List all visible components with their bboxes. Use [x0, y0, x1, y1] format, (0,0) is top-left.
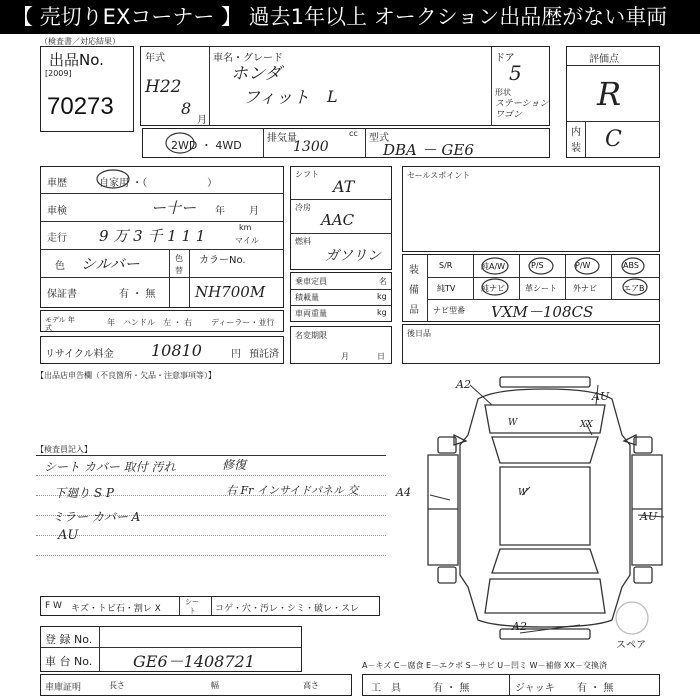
history-box [40, 166, 284, 308]
change-box [290, 326, 392, 364]
spare-label: スペア [616, 640, 646, 651]
legend-codes: A－キズ C－腐食 E－エクボ S－サビ U－凹ミ W－補修 XX－交換済 [362, 661, 608, 670]
warranty-value: 有 ・ 無 [119, 289, 156, 300]
lot-box [40, 46, 134, 132]
equipment-leather: 革シート [525, 284, 557, 293]
shift-label: シフト [295, 170, 319, 179]
doors-label: ドア [495, 53, 515, 64]
seat-desc: コゲ・穴・汚レ・シミ・破レ・スレ [215, 604, 360, 614]
equipment-sr: S/R [439, 261, 453, 270]
month-unit: 月 [197, 115, 207, 126]
equipment-abs: ABS [623, 261, 639, 270]
diagram-mark-2: AU [592, 390, 610, 403]
shift-value: AT [333, 177, 355, 196]
shift-box [290, 166, 392, 270]
diagram-mark-9: A2 [512, 620, 527, 633]
color-label: 色 [55, 261, 65, 272]
equipment-pw: P/W [575, 261, 591, 270]
month-value: 8 [181, 99, 192, 118]
sales-box [402, 166, 660, 252]
mileage-unit-mile: マイル [235, 236, 259, 245]
note-line-4: AU [58, 528, 79, 543]
score-label: 評価点 [589, 54, 619, 65]
capacity-unit: 名 [379, 277, 387, 286]
inspection-month: 月 [249, 206, 259, 217]
fuel-label: 燃料 [295, 237, 311, 246]
model-year-label: モデル 年式 [45, 316, 75, 332]
color-value: シルバー [81, 255, 140, 273]
seller-notes-label: 【出品店申告欄（不良箇所・欠品・注意事項等）】 [36, 371, 216, 380]
tools-label: 工 具 [371, 683, 401, 694]
diagram-mark-3: XX [580, 420, 593, 430]
chassis-value: GE6－1408721 [133, 652, 255, 671]
diagram-mark-7: AU [640, 510, 658, 523]
banner-title: 【 売切りEXコーナー 】 過去1年以上 オークション出品歴がない車両 [0, 0, 700, 34]
drive-circle [164, 130, 196, 156]
ac-value: AAC [321, 211, 355, 229]
registration-box [40, 626, 302, 672]
lot-number: 70273 [47, 93, 114, 120]
fw-desc: キズ・トビ石・割レ X [71, 604, 161, 614]
equipment-navi: 純ナビ [481, 284, 505, 293]
note-line-1: シート カバー 取付 汚れ [44, 460, 176, 474]
seat-label-1: シー [185, 598, 199, 606]
inspection-label: 車検 [47, 206, 67, 217]
tools-value: 有 ・ 無 [433, 683, 470, 694]
sales-label: セールスポイント [407, 171, 471, 180]
recycle-unit: 円 [231, 349, 241, 360]
equipment-circles [403, 255, 661, 323]
legend-row [40, 596, 380, 616]
equipment-label-1: 装 [409, 265, 419, 276]
inspector-label: 【検査員記入】 [36, 445, 92, 454]
equipment-airbag: エアB [623, 284, 645, 293]
seat-label-2: ト [189, 607, 196, 615]
recycle-value: 10810 [151, 341, 202, 360]
weight-label: 車両重量 [295, 309, 327, 318]
dealer-label: ディーラー・並行 [211, 318, 275, 327]
interior-label-2: 装 [571, 143, 581, 154]
jack-value: 有 ・ 無 [577, 683, 614, 694]
type-value: DBA － GE6 [383, 141, 474, 159]
length-label: 長さ [109, 681, 125, 690]
drive-box [142, 128, 550, 158]
height-label: 高さ [303, 681, 319, 690]
load-unit: kg [377, 292, 387, 301]
change-unit-2: 日 [377, 352, 385, 361]
body-value: ステーション ワゴン [495, 99, 549, 120]
capacity-label: 乗車定員 [295, 277, 327, 286]
recycle-label: リサイクル料金 [45, 349, 114, 360]
year-label: 年式 [145, 53, 165, 64]
diagram-mark-1: A2 [456, 378, 471, 391]
weight-unit: kg [377, 308, 387, 317]
diagram-mark-6: W [518, 488, 528, 498]
drive-value: 2WD ・ 4WD [171, 139, 242, 152]
equipment-ps: P/S [531, 261, 544, 270]
doors-value: 5 [509, 61, 522, 85]
equipment-tv: 純TV [437, 284, 456, 293]
change-unit: 月 [341, 352, 349, 361]
interior-label-1: 内 [571, 127, 581, 138]
ac-label: 冷房 [295, 203, 311, 212]
displacement-unit: cc [349, 129, 358, 138]
delivery-label: 後日品 [407, 329, 431, 338]
history-label: 車歴 [47, 178, 67, 189]
history-value: 自家用 ・（ ） [99, 178, 218, 189]
jack-label: ジャッキ [515, 683, 555, 694]
note-line-3: ミラー カバー A [52, 510, 141, 524]
lot-year: [2009] [45, 69, 72, 78]
load-label: 積載量 [295, 293, 319, 302]
equipment-label-3: 品 [409, 305, 419, 316]
navi-value: VXM－108CS [491, 303, 594, 321]
cert-label: 車庫証明 [45, 683, 82, 693]
delivery-box [402, 324, 660, 364]
vehicle-box [140, 46, 550, 126]
fw-label: F W [45, 601, 62, 611]
navi-label: ナビ型番 [433, 306, 465, 315]
score-box [566, 46, 660, 158]
spare-tire-icon [612, 600, 652, 636]
equipment-aw: 純A/W [481, 262, 506, 271]
inspection-value: ー十ー [151, 199, 197, 217]
year-value: H22 [145, 77, 182, 97]
diagram-mark-5: A4 [396, 486, 411, 499]
grade-value: L [327, 87, 338, 106]
mileage-value: 9 万 3 千 1 1 1 [99, 227, 206, 245]
displacement-value: 1300 [293, 139, 329, 155]
note-line-2: 下廻り S P [54, 486, 114, 500]
note-line-5: 修復 [222, 458, 247, 472]
diagram-mark-4: W [508, 418, 518, 428]
model-year-unit: 年 [107, 318, 115, 327]
type-label: 型式 [369, 133, 389, 144]
reg-label: 登 録 No. [45, 633, 93, 646]
model-value: フィット [243, 88, 310, 108]
color-no-value: NH700M [195, 283, 266, 301]
color-no-label: カラーNo. [199, 255, 246, 266]
lot-label: 出品No. [49, 51, 104, 69]
handle-value: 左 ・ 右 [163, 318, 193, 327]
note-line-6: 右 Fr インサイドパネル 交 [226, 484, 359, 497]
name-label: 車名・グレード [213, 53, 283, 64]
cert-box [40, 674, 352, 696]
recycle-box [40, 336, 284, 364]
score-value: R [597, 75, 622, 113]
equipment-ext-navi: 外ナビ [573, 284, 597, 293]
mileage-unit-km: km [239, 223, 252, 232]
color-change-1: 色 [175, 254, 183, 263]
handle-label: ハンドル [123, 318, 155, 327]
displacement-label: 排気量 [267, 133, 297, 144]
equipment-label-2: 備 [409, 285, 419, 296]
tools-box [362, 674, 660, 696]
capacity-box [290, 272, 392, 322]
fuel-value: ガソリン [325, 248, 381, 264]
mileage-label: 走行 [47, 233, 67, 244]
body-label: 形状 [495, 88, 511, 97]
cut-label: （検査書／対応結果） [40, 37, 120, 46]
equipment-box [402, 254, 660, 322]
inspection-year: 年 [215, 206, 225, 217]
make-value: ホンダ [231, 64, 282, 84]
history-circle [95, 168, 131, 190]
recycle-note: 預託済 [249, 349, 279, 360]
change-label: 名変期限 [295, 331, 327, 340]
width-label: 幅 [211, 681, 219, 690]
chassis-label: 車 台 No. [45, 655, 93, 668]
warranty-label: 保証書 [47, 289, 77, 300]
interior-value: C [605, 127, 622, 152]
model-year-box [40, 310, 284, 332]
color-change-2: 替 [175, 266, 183, 275]
